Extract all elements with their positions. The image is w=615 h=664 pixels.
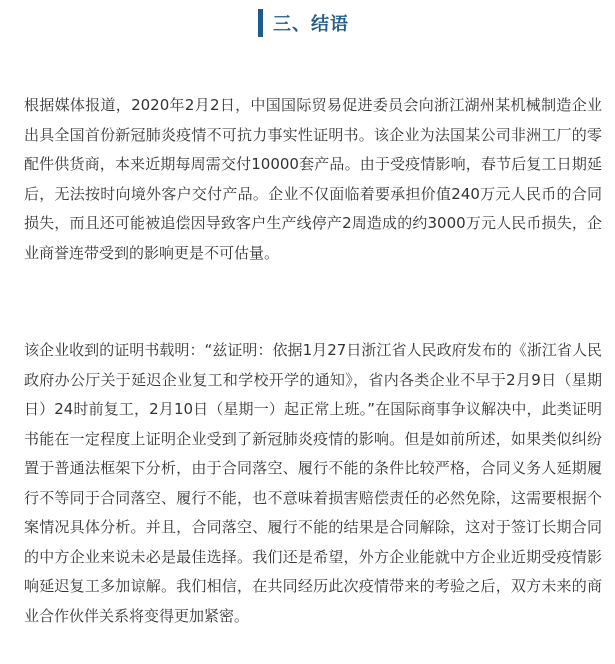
section-accent-bar	[258, 9, 263, 37]
section-header	[258, 8, 349, 38]
paragraph-2: 该企业收到的证明书载明：“兹证明：依据1月27日浙江省人民政府发布的《浙江省人民政府办公厅关于延迟企业复工和学校开学的通知》，省内各类企业不早于2月9日（星期日）24时前复工，2月10日（星期一）起正常上班。”在国际商事争议解决中，此类证明书能在一定程度上证明企业受到了新冠肺炎疫情的影响。但是如前所述，如果类似纠纷置于普通法框架下分析，由于合同落空、履行不能的条件比较严格，合同义务人延期履行不等同于合同落空、履行不能，也不意味着损害赔偿责任的必然免除，这需要根据个案情况具体分析。并且，合同落空、履行不能的结果是合同解除，这对于签订长期合同的中方企业来说未必是最佳选择。我们还是希望，外方企业能就中方企业近期受疫情影响延迟复工多加谅解。我们相信，在共同经历此次疫情带来的考验之后，双方未来的商业合作伙伴关系将变得更加紧密。	[24, 341, 602, 625]
section-title: 三、结语	[273, 14, 349, 35]
paragraph-1: 根据媒体报道，2020年2月2日，中国国际贸易促进委员会向浙江湖州某机械制造企业出具全国首份新冠肺炎疫情不可抗力事实性证明书。该企业为法国某公司非洲工厂的零配件供货商，本来近期每周需交付10000套产品。由于受疫情影响，春节后复工日期延后，无法按时向境外客户交付产品。企业不仅面临着要承担价值240万元人民币的合同损失，而且还可能被追偿因导致客户生产线停产2周造成的约3000万元人民币损失，企业商誉连带受到的影响更是不可估量。	[24, 96, 602, 262]
